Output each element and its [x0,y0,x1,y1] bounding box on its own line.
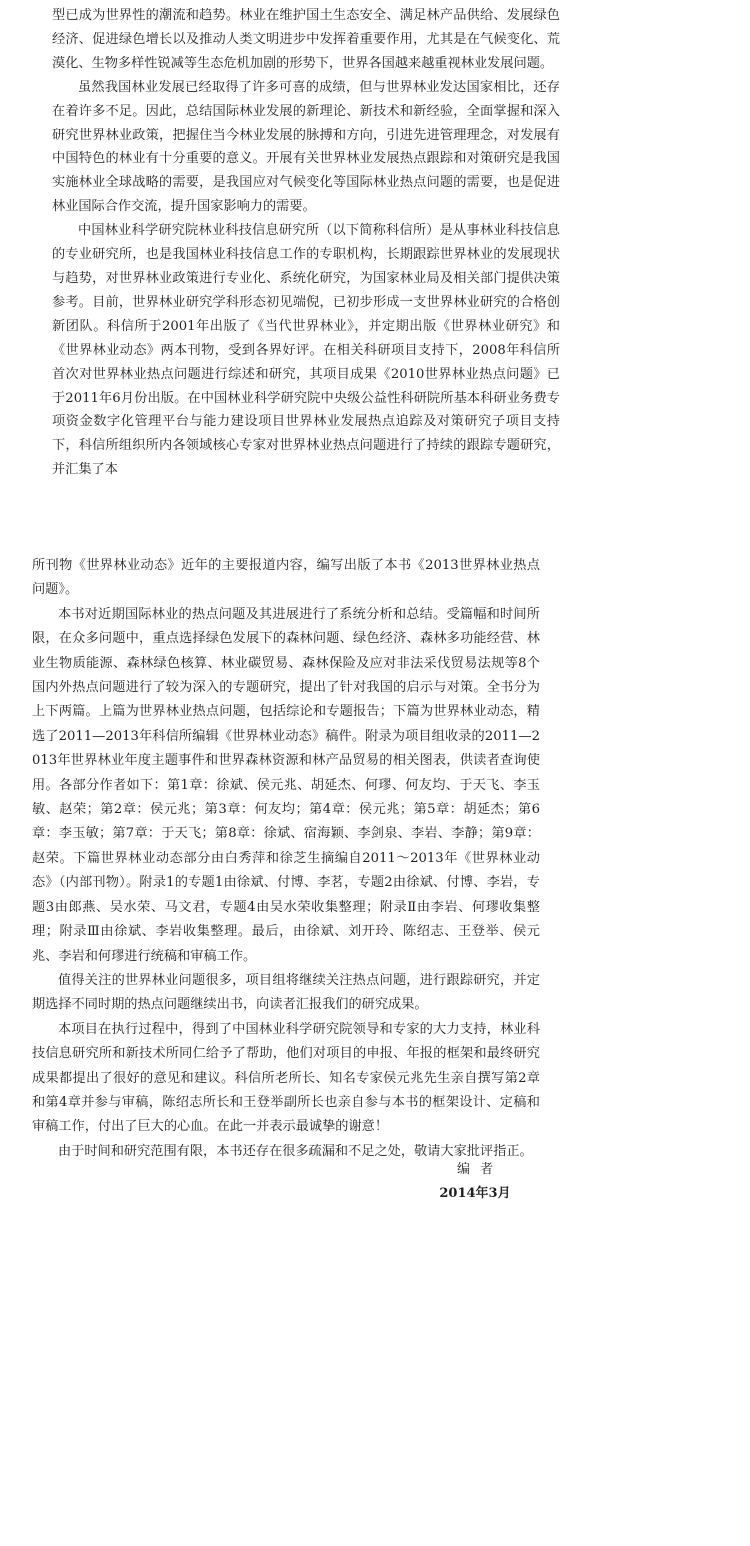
paragraph: 由于时间和研究范围有限，本书还存在很多疏漏和不足之处，敬请大家批评指正。 [58,1143,533,1159]
signature-block [400,1158,550,1206]
paragraph: 值得关注的世界林业问题很多，项目组将继续关注热点问题，进行跟踪研究，并定期选择不同时期的热点问题继续出书，向读者汇报我们的研究成果。 [32,972,540,1013]
paragraph-continued: 所刊物《世界林业动态》近年的主要报道内容，编写出版了本书《2013世界林业热点问题》。 [32,558,540,598]
paragraph: 本项目在执行过程中，得到了中国林业科学研究院领导和专家的大力支持，林业科技信息研究所和新技术所同仁给予了帮助，他们对项目的申报、年报的框架和最终研究成果都提出了很好的意见和建议。科信所老所长、知名专家侯元兆先生亲自撰写第2章和第4章并参与审稿，陈绍志所长和王登举副所长也亲自参与本书的框架设计、定稿和审稿工作，付出了巨大的心血。在此一并表示最诚挚的谢意！ [32,1021,540,1135]
paragraph: 本书对近期国际林业的热点问题及其进展进行了系统分析和总结。受篇幅和时间所限，在众多问题中，重点选择绿色发展下的森林问题、绿色经济、森林多功能经营、林业生物质能源、森林绿色核算、林业碳贸易、森林保险及应对非法采伐贸易法规等8个国内外热点问题进行了较为深入的专题研究，提出了针对我国的启示与对策。全书分为上下两篇。上篇为世界林业热点问题，包括综论和专题报告；下篇为世界林业动态，精选了2011—2013年科信所编辑《世界林业动态》稿件。附录为项目组收录的2011—2013年世界林业年度主题事件和世界森林资源和林产品贸易的相关图表，供读者查询使用。各部分作者如下：第1章：徐斌、侯元兆、胡延杰、何璆、何友均、于天飞、李玉敏、赵荣；第2章：侯元兆；第3章：何友均；第4章：侯元兆；第5章：胡延杰；第6章：李玉敏；第7章：于天飞；第8章：徐斌、宿海颖、李剑泉、李岩、李静；第9章：赵荣。下篇世界林业动态部分由白秀萍和徐芝生摘编自2011～2013年《世界林业动态》（内部刊物）。附录1的专题1由徐斌、付博、李茗，专题2由徐斌、付博、李岩，专题3由郎燕、吴水荣、马文君，专题4由吴水荣收集整理；附录Ⅱ由李岩、何璆收集整理；附录Ⅲ由徐斌、李岩收集整理。最后，由徐斌、刘开玲、陈绍志、王登举、侯元兆、李岩和何璆进行统稿和审稿工作。 [32,606,540,964]
preface-text-upper [52,4,560,482]
paragraph: 虽然我国林业发展已经取得了许多可喜的成绩，但与世界林业发达国家相比，还存在着许多不足。因此，总结国际林业发展的新理论、新技术和新经验，全面掌握和深入研究世界林业政策，把握住当今林业发展的脉搏和方向，引进先进管理理念，对发展有中国特色的林业有十分重要的意义。开展有关世界林业发展热点跟踪和对策研究是我国实施林业全球战略的需要，是我国应对气候变化等国际林业热点问题的需要，也是促进林业国际合作交流，提升国家影响力的需要。 [52,79,560,215]
signature-date: 2014年3月 [439,1186,511,1201]
paragraph-continued: 型已成为世界性的潮流和趋势。林业在维护国土生态安全、满足林产品供给、发展绿色经济、促进绿色增长以及推动人类文明进步中发挥着重要作用，尤其是在气候变化、荒漠化、生物多样性锐减等生态危机加剧的形势下，世界各国越来越重视林业发展问题。 [52,8,560,71]
paragraph: 中国林业科学研究院林业科技信息研究所（以下简称科信所）是从事林业科技信息的专业研究所，也是我国林业科技信息工作的专职机构，长期跟踪世界林业的发展现状与趋势，对世界林业政策进行专业化、系统化研究，为国家林业局及相关部门提供决策参考。目前，世界林业研究学科形态初见端倪，已初步形成一支世界林业研究的合格创新团队。科信所于2001年出版了《当代世界林业》，并定期出版《世界林业研究》和《世界林业动态》两本刊物，受到各界好评。在相关科研项目支持下，2008年科信所首次对世界林业热点问题进行综述和研究，其项目成果《2010世界林业热点问题》已于2011年6月份出版。在中国林业科学研究院中央级公益性科研院所基本科研业务费专项资金数字化管理平台与能力建设项目世界林业发展热点追踪及对策研究子项目支持下，科信所组织所内各领域核心专家对世界林业热点问题进行了持续的跟踪专题研究，并汇集了本 [52,223,560,478]
signature-author: 编者 [456,1162,503,1177]
preface-text-lower [32,554,540,1164]
